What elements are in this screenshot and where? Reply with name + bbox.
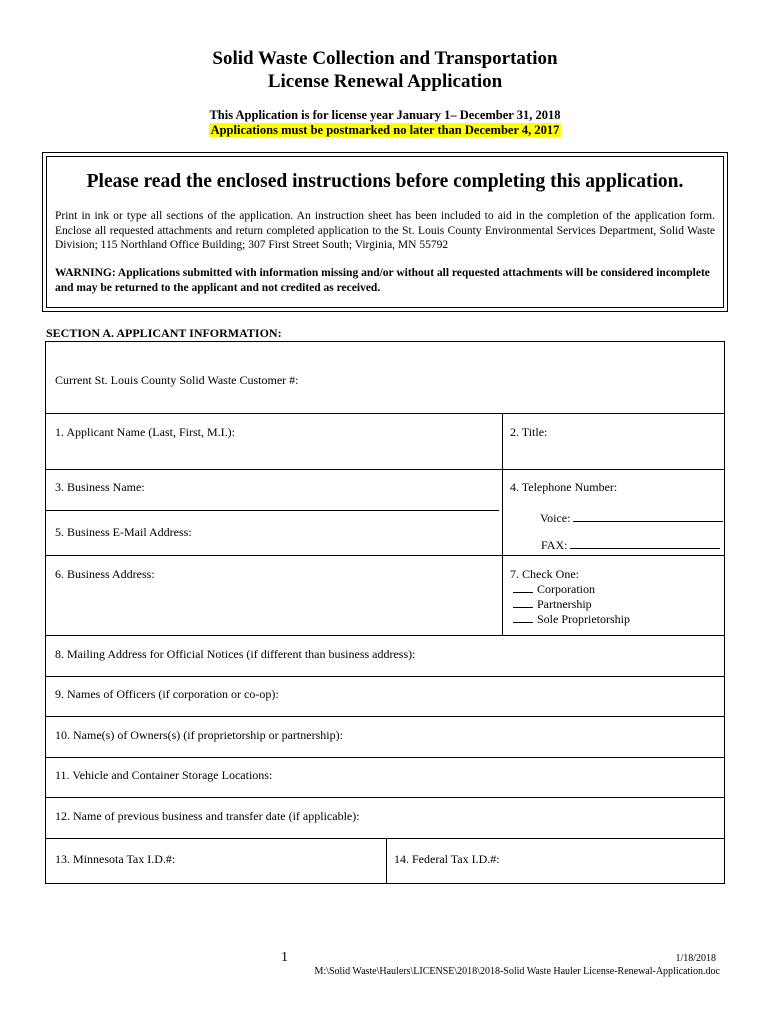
page-number: 1 [281, 950, 288, 965]
corporation-check-line[interactable] [513, 582, 533, 593]
instructions-notice-box [42, 152, 728, 312]
footer-file-path: M:\Solid Waste\Haulers\LICENSE\2018\2018-Solid Waste Hauler License-Renewal-Application.doc [314, 966, 720, 977]
fax-input-line[interactable] [570, 538, 720, 549]
notice-body: Print in ink or type all sections of the application. An instruction sheet has been included to aid in the completion of the application form. Enclose all requested attachments and return completed application to the St. Louis County Environmental Services Department, Solid Waste Division; 115 Northland Office Building; 307 First Street South; Virginia, MN 55792 [55, 210, 715, 251]
instructions-notice-inner [46, 156, 724, 308]
voice-phone-field[interactable] [540, 511, 723, 526]
fax-field[interactable] [541, 538, 720, 553]
row-divider [46, 716, 724, 717]
partnership-check-line[interactable] [513, 597, 533, 608]
fax-label: FAX: [541, 538, 568, 552]
storage-locations-field[interactable]: 11. Vehicle and Container Storage Locations: [55, 768, 273, 782]
postmark-deadline [0, 123, 770, 138]
option-corporation[interactable] [513, 582, 595, 597]
row-divider [46, 635, 724, 636]
row-divider [46, 510, 499, 511]
federal-tax-id-field[interactable]: 14. Federal Tax I.D.#: [394, 852, 500, 866]
business-address-field[interactable]: 6. Business Address: [55, 567, 155, 581]
sole-proprietorship-label: Sole Proprietorship [537, 612, 630, 626]
voice-label: Voice: [540, 511, 571, 525]
row-divider [46, 469, 724, 470]
row-divider [46, 676, 724, 677]
title-field[interactable]: 2. Title: [510, 425, 548, 439]
footer-date: 1/18/2018 [675, 953, 716, 964]
applicant-info-form [45, 341, 725, 884]
business-email-field[interactable]: 5. Business E-Mail Address: [55, 525, 192, 539]
customer-number-field[interactable]: Current St. Louis County Solid Waste Customer #: [55, 373, 299, 387]
corporation-label: Corporation [537, 582, 595, 596]
form-title-line2: License Renewal Application [267, 71, 503, 92]
check-one-label: 7. Check One: [510, 567, 579, 581]
row-divider [46, 797, 724, 798]
column-divider [502, 413, 503, 635]
column-divider [386, 838, 387, 884]
partnership-label: Partnership [537, 597, 592, 611]
row-divider [46, 838, 724, 839]
option-partnership[interactable] [513, 597, 592, 612]
row-divider [46, 413, 724, 414]
telephone-number-label: 4. Telephone Number: [510, 480, 618, 494]
applicant-name-field[interactable]: 1. Applicant Name (Last, First, M.I.): [55, 425, 235, 439]
form-title-line1: Solid Waste Collection and Transportation [212, 48, 558, 69]
voice-input-line[interactable] [573, 511, 723, 522]
license-year-note: This Application is for license year January 1– December 31, 2018 [209, 108, 561, 122]
postmark-deadline-highlight: Applications must be postmarked no later than December 4, 2017 [210, 123, 560, 137]
previous-business-field[interactable]: 12. Name of previous business and transfer date (if applicable): [55, 809, 360, 823]
row-divider [46, 555, 724, 556]
sole-proprietorship-check-line[interactable] [513, 612, 533, 623]
notice-warning: WARNING: Applications submitted with information missing and/or without all requested attachments will be considered incomplete and may be returned to the applicant and not credited as received. [55, 267, 710, 294]
officers-names-field[interactable]: 9. Names of Officers (if corporation or co-op): [55, 687, 279, 701]
business-name-field[interactable]: 3. Business Name: [55, 480, 145, 494]
owners-names-field[interactable]: 10. Name(s) of Owners(s) (if proprietorship or partnership): [55, 728, 343, 742]
option-sole-proprietorship[interactable] [513, 612, 630, 627]
mailing-address-field[interactable]: 8. Mailing Address for Official Notices (if different than business address): [55, 647, 416, 661]
notice-heading: Please read the enclosed instructions before completing this application. [86, 171, 684, 192]
row-divider [46, 757, 724, 758]
minnesota-tax-id-field[interactable]: 13. Minnesota Tax I.D.#: [55, 852, 176, 866]
section-a-label: SECTION A. APPLICANT INFORMATION: [46, 326, 282, 340]
